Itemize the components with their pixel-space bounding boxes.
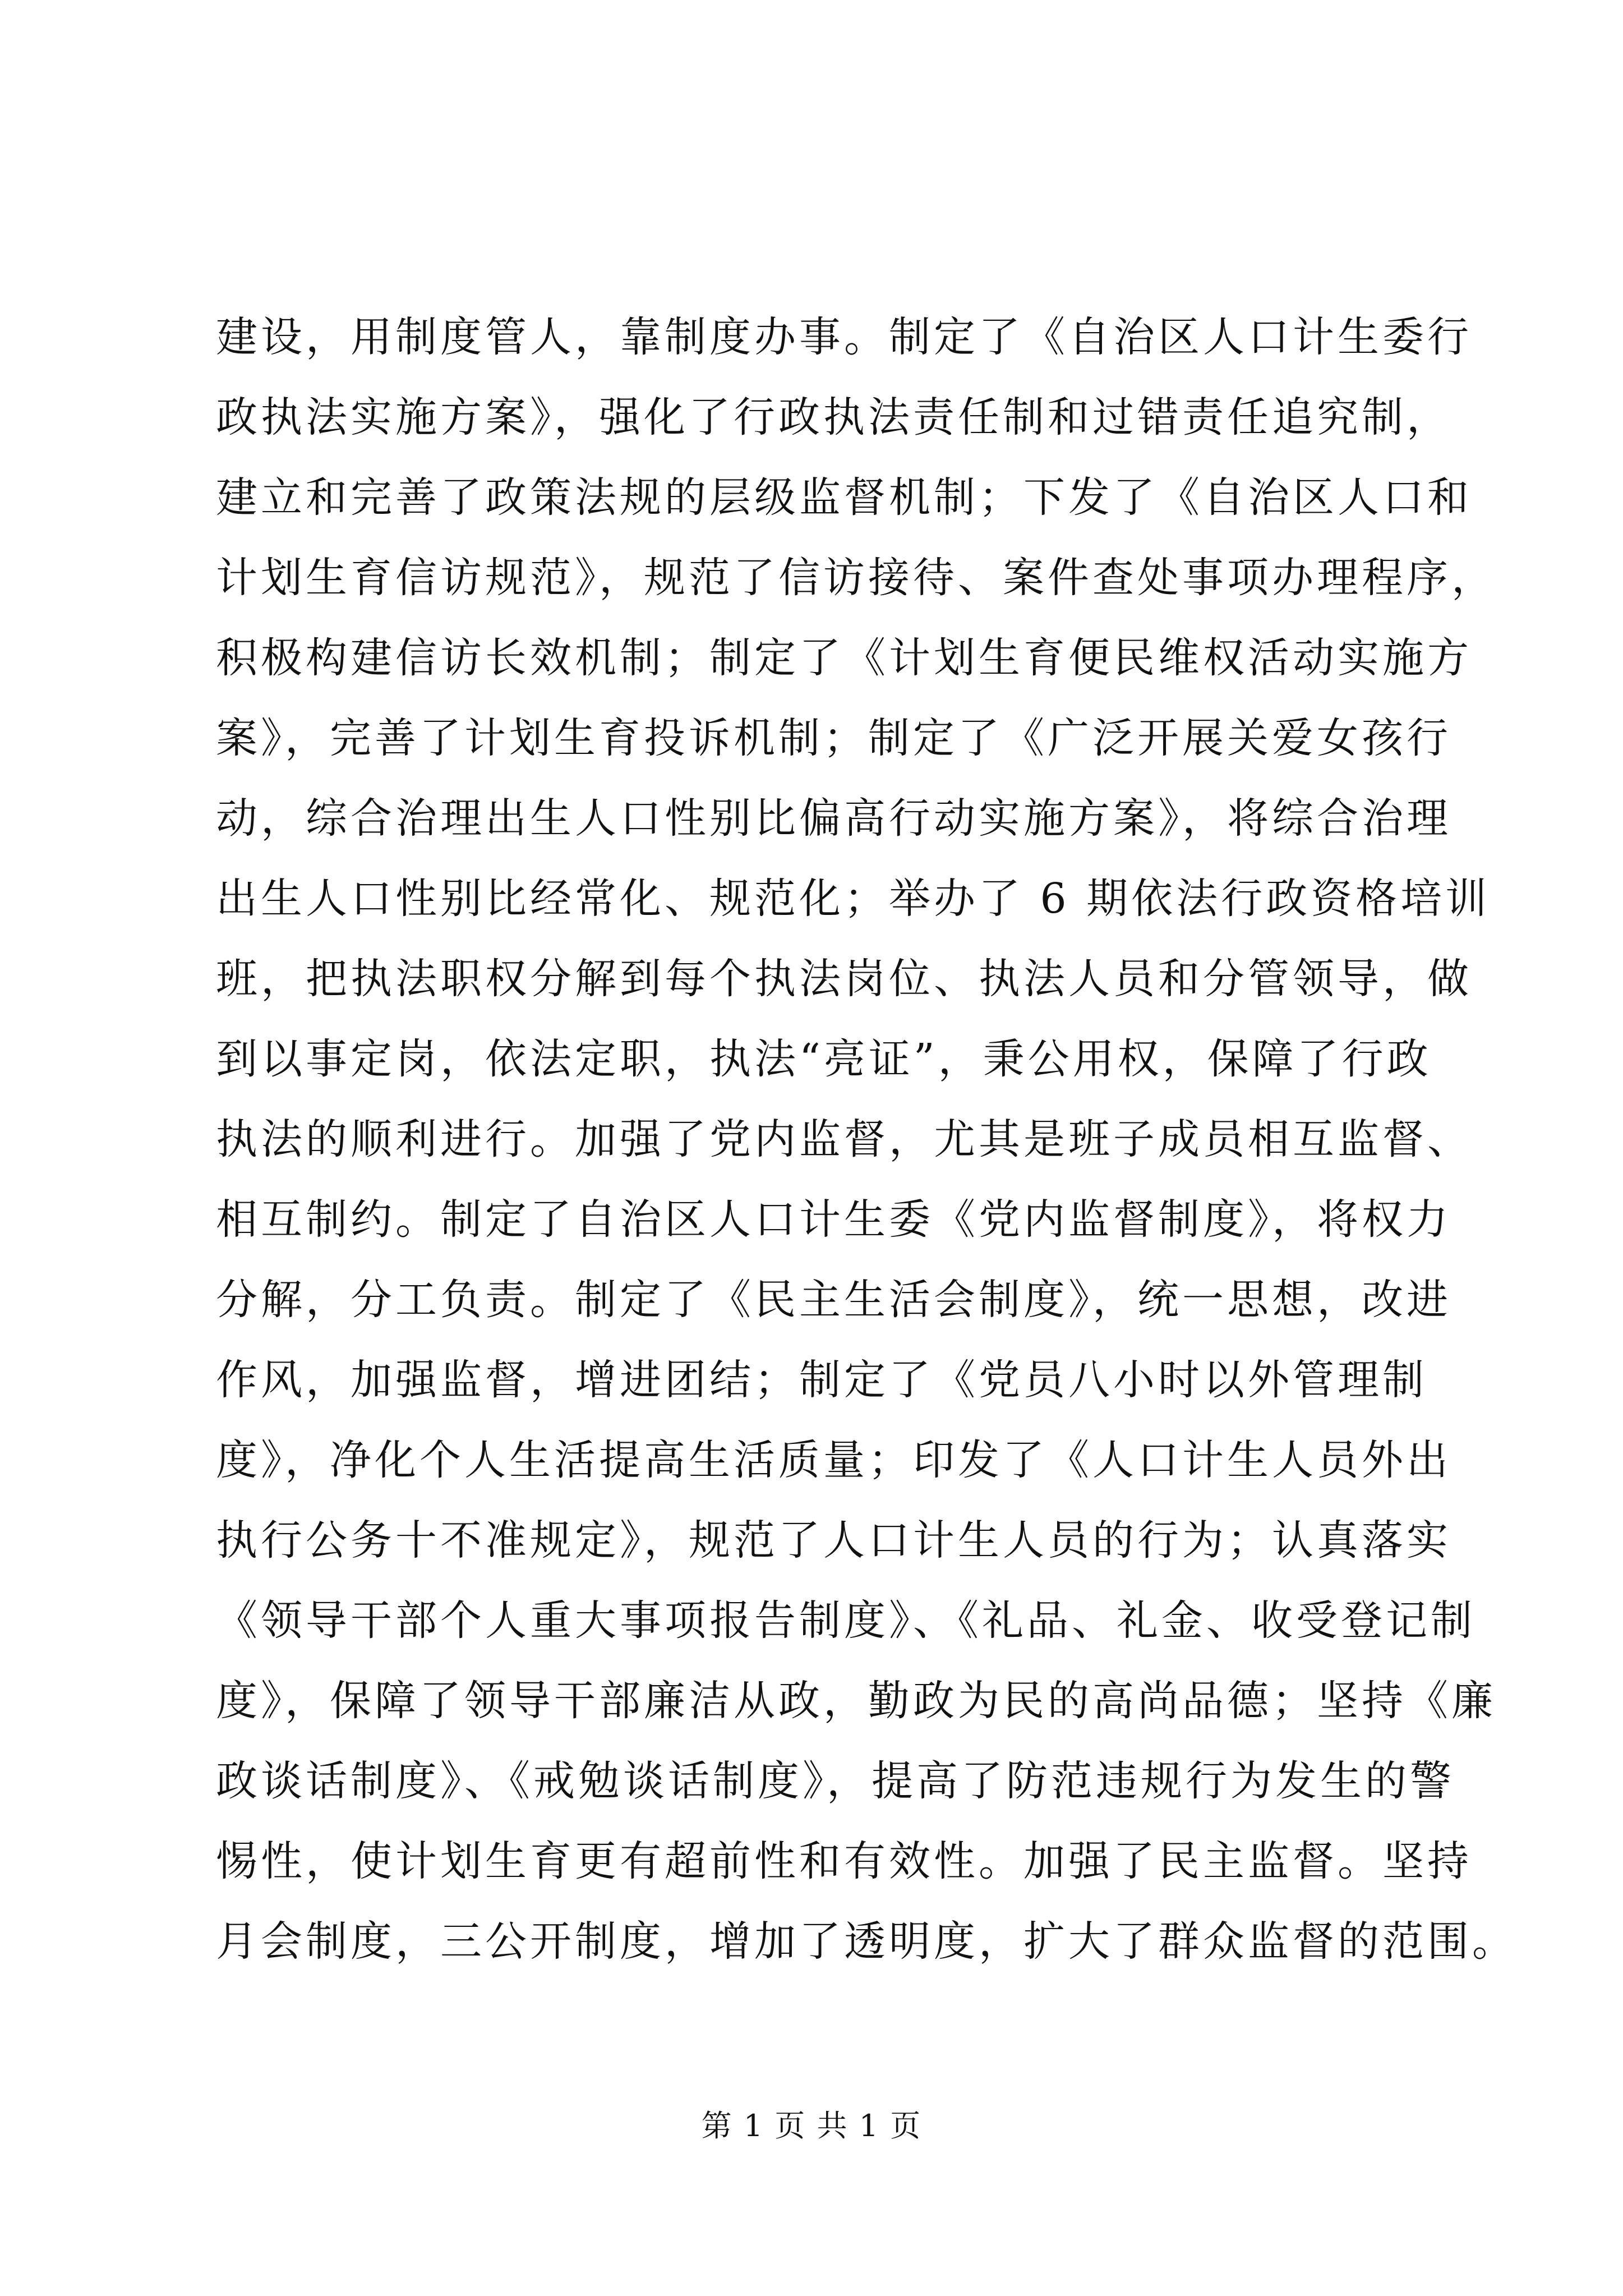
text-line: 《领导干部个人重大事项报告制度》、《礼品、礼金、收受登记制 xyxy=(216,1596,1476,1645)
text-line: 相互制约。制定了自治区人口计生委《党内监督制度》，将权力 xyxy=(216,1195,1451,1244)
text-line: 积极构建信访长效机制；制定了《计划生育便民维权活动实施方 xyxy=(216,634,1472,682)
text-line: 计划生育信访规范》，规范了信访接待、案件查处事项办理程序， xyxy=(216,554,1496,602)
page-footer xyxy=(0,2106,1623,2146)
text-line: 作风，加强监督，增进团结；制定了《党员八小时以外管理制 xyxy=(216,1356,1427,1404)
text-line: 分解，分工负责。制定了《民主生活会制度》，统一思想，改进 xyxy=(216,1276,1451,1324)
text-line: 执行公务十不准规定》，规范了人口计生人员的行为；认真落实 xyxy=(216,1516,1451,1565)
text-line: 建立和完善了政策法规的层级监督机制；下发了《自治区人口和 xyxy=(216,473,1472,522)
text-line: 度》，保障了领导干部廉洁从政，勤政为民的高尚品德；坚持《廉 xyxy=(216,1677,1496,1725)
text-line: 执法的顺利进行。加强了党内监督，尤其是班子成员相互监督、 xyxy=(216,1115,1472,1163)
text-line: 月会制度，三公开制度，增加了透明度，扩大了群众监督的范围。 xyxy=(216,1917,1517,1966)
text-line: 度》，净化个人生活提高生活质量；印发了《人口计生人员外出 xyxy=(216,1436,1451,1484)
text-line: 政谈话制度》、《戒勉谈话制度》，提高了防范违规行为发生的警 xyxy=(216,1757,1455,1805)
text-line: 惕性，使计划生育更有超前性和有效性。加强了民主监督。坚持 xyxy=(216,1837,1472,1885)
text-line: 出生人口性别比经常化、规范化；举办了 6 期依法行政资格培训 xyxy=(216,875,1491,923)
text-line: 政执法实施方案》，强化了行政执法责任制和过错责任追究制， xyxy=(216,393,1451,441)
text-line: 建设，用制度管人，靠制度办事。制定了《自治区人口计生委行 xyxy=(216,313,1472,361)
text-line: 到以事定岗，依法定职，执法“亮证”，秉公用权，保障了行政 xyxy=(216,1035,1432,1083)
body-text xyxy=(216,297,1517,1982)
text-line: 班，把执法职权分解到每个执法岗位、执法人员和分管领导，做 xyxy=(216,955,1472,1003)
text-line: 案》，完善了计划生育投诉机制；制定了《广泛开展关爱女孩行 xyxy=(216,714,1451,762)
page-number: 第 1 页 共 1 页 xyxy=(701,2108,922,2143)
text-line: 动，综合治理出生人口性别比偏高行动实施方案》，将综合治理 xyxy=(216,794,1451,843)
